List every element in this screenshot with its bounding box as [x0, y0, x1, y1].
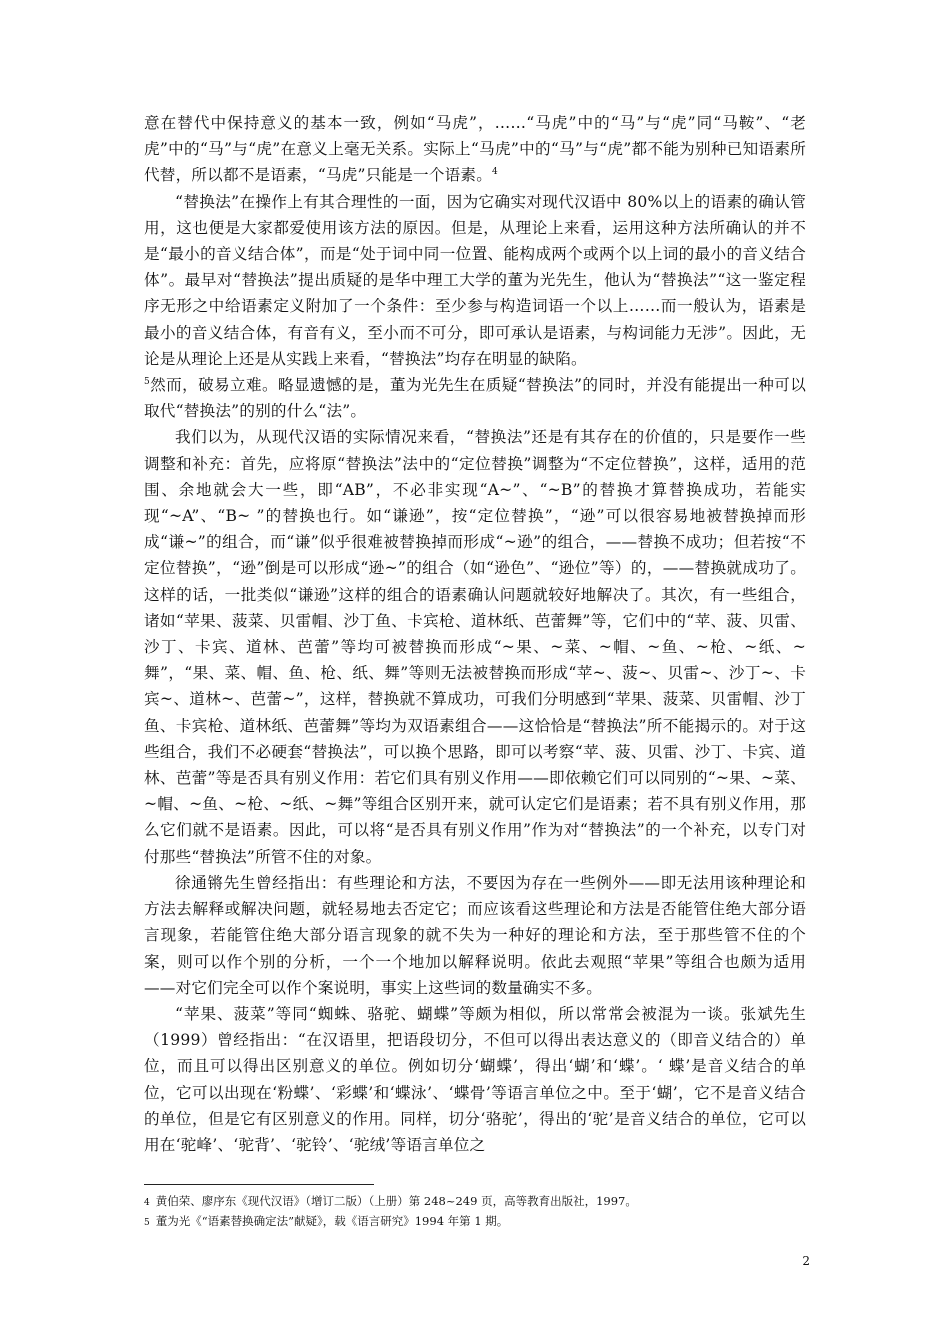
- paragraph-text: “替换法”在操作上有其合理性的一面，因为它确实对现代汉语中 80%以上的语素的确认管用，这也便是大家都爱使用该方法的原因。但是，从理论上来看，运用这种方法所确认的并不是“最小的音义结合体”，而是“处于词中同一位置、能构成两个或两个以上词的最小的音义结合体”。最早对“替换法”提出质疑的是华中理工大学的董为光先生，他认为“替换法”“这一鉴定程序无形之中给语素定义附加了一个条件：至少参与构造词语一个以上……而一般认为，语素是最小的音义结合体，有音有义，至小而不可分，即可承认是语素，与构词能力无涉”。因此，无论是从理论上还是从实践上来看，“替换法”均存在明显的缺陷。: [144, 192, 806, 368]
- footnote-ref-4[interactable]: 4: [492, 167, 498, 178]
- paragraph-1: [144, 110, 806, 189]
- paragraph-2: [144, 189, 806, 425]
- footnote-5: [144, 1212, 806, 1232]
- paragraph-text: 意在替代中保持意义的基本一致，例如“马虎”，……“马虎”中的“马”与“虎”同“马鞍”、“老虎”中的“马”与“虎”在意义上毫无关系。实际上“马虎”中的“马”与“虎”都不能为别种已知语素所代替，所以都不是语素，“马虎”只能是一个语素。: [144, 114, 806, 185]
- footnote-number: 5: [144, 1218, 150, 1228]
- paragraph-5: “苹果、菠菜”等同“蜘蛛、骆驼、蝴蝶”等颇为相似，所以常常会被混为一谈。张斌先生（1999）曾经指出：“在汉语里，把语段切分，不但可以得出表达意义的（即音义结合的）单位，而且可以得出区别意义的单位。例如切分‘蝴蝶’，得出‘蝴’和‘蝶’。‘ 蝶’是音义结合的单位，它可以出现在‘粉蝶’、‘彩蝶’和‘蝶泳’、‘蝶骨’等语言单位之中。至于‘蝴’，它不是音义结合的单位，但是它有区别意义的作用。同样，切分‘骆驼’，得出的‘驼’是音义结合的单位，它可以用在‘驼峰’、‘驼背’、‘驼铃’、‘驼绒’等语言单位之: [144, 1004, 806, 1154]
- footnote-4: [144, 1192, 806, 1212]
- footnotes: [144, 1192, 806, 1232]
- paragraph-4: 徐通锵先生曾经指出：有些理论和方法，不要因为存在一些例外——即无法用该种理论和方法去解释或解决问题，就轻易地去否定它；而应该看这些理论和方法是否能管住绝大部分语言现象，若能管住绝大部分语言现象的就不失为一种好的理论和方法，至于那些管不住的个案，则可以作个别的分析，一个一个地加以解释说明。依此去观照“苹果”等组合也颇为适用——对它们完全可以作个案说明，事实上这些词的数量确实不多。: [144, 873, 806, 997]
- paragraph-text: 然而，破易立难。略显遗憾的是，董为光先生在质疑“替换法”的同时，并没有能提出一种可以取代“替换法”的别的什么“法”。: [144, 376, 806, 421]
- footnote-divider: [144, 1184, 374, 1185]
- page-number: 2: [802, 1254, 810, 1268]
- paragraph-3: 我们以为，从现代汉语的实际情况来看，“替换法”还是有其存在的价值的，只是要作一些调整和补充：首先，应将原“替换法”法中的“定位替换”调整为“不定位替换”，这样，适用的范围、余地就会大一些，即“AB”，不必非实现“A~”、“~B”的替换才算替换成功，若能实现“~A”、“B~ ”的替换也行。如“谦逊”，按“定位替换”，“逊”可以很容易地被替换掉而形成“谦~”的组合，而“谦”似乎很难被替换掉而形成“~逊”的组合，——替换不成功；但若按“不定位替换”，“逊”倒是可以形成“逊~”的组合（如“逊色”、“逊位”等）的，——替换就成功了。这样的话，一批类似“谦逊”这样的组合的语素确认问题就较好地解决了。其次，有一些组合，诸如“苹果、菠菜、贝雷帽、沙丁鱼、卡宾枪、道林纸、芭蕾舞”等，它们中的“苹、菠、贝雷、沙丁、卡宾、道林、芭蕾”等均可被替换而形成“~果、~菜、~帽、~鱼、~枪、~纸、~舞”，“果、菜、帽、鱼、枪、纸、舞”等则无法被替换而形成“苹~、菠~、贝雷~、沙丁~、卡宾~、道林~、芭蕾~”，这样，替换就不算成功，可我们分明感到“苹果、菠菜、贝雷帽、沙丁鱼、卡宾枪、道林纸、芭蕾舞”等均为双语素组合——这恰恰是“替换法”所不能揭示的。对于这些组合，我们不必硬套“替换法”，可以换个思路，即可以考察“苹、菠、贝雷、沙丁、卡宾、道林、芭蕾”等是否具有别义作用：若它们具有别义作用——即依赖它们可以同别的“~果、~菜、~帽、~鱼、~枪、~纸、~舞”等组合区别开来，就可认定它们是语素；若不具有别义作用，那么它们就不是语素。因此，可以将“是否具有别义作用”作为对“替换法”的一个补充，以专门对付那些“替换法”所管不住的对象。: [144, 428, 806, 866]
- footnote-ref-5[interactable]: 5: [144, 376, 150, 387]
- footnote-number: 4: [144, 1198, 150, 1208]
- footnote-text: 董为光《“语素替换确定法”献疑》，载《语言研究》1994 年第 1 期。: [155, 1214, 509, 1228]
- body-text: [144, 110, 806, 1158]
- footnote-text: 黄伯荣、廖序东《现代汉语》（增订二版）（上册）第 248~249 页，高等教育出版社，1997。: [155, 1194, 637, 1208]
